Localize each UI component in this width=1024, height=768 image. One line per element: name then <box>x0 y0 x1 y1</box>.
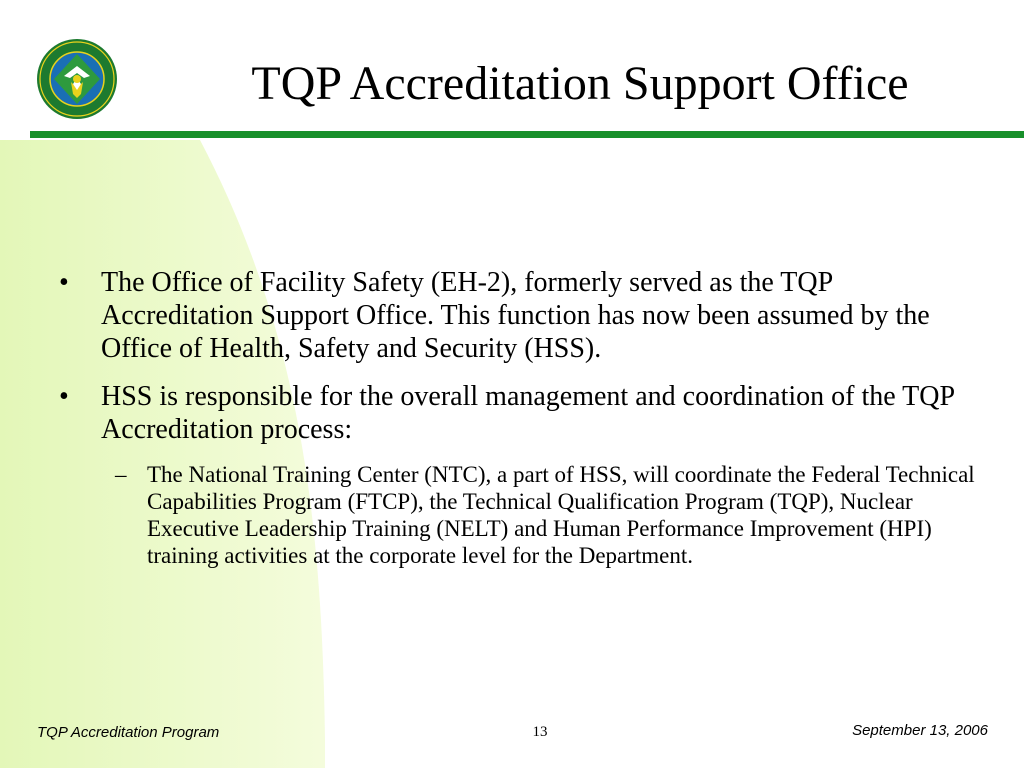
footer-page-number: 13 <box>532 724 548 740</box>
sub-bullet-marker: – <box>115 462 127 487</box>
bullet-item <box>55 266 975 365</box>
doe-seal-logo <box>34 36 120 122</box>
footer-date: September 13, 2006 <box>852 722 988 739</box>
bullet-marker: • <box>59 381 69 412</box>
bullet-text: The Office of Facility Safety (EH-2), formerly served as the TQP Accreditation Support Office. This function has now been assumed by the Office of Health, Safety and Security (HSS). <box>101 267 930 364</box>
slide-title: TQP Accreditation Support Office <box>251 57 909 110</box>
sub-bullet-item <box>55 461 975 569</box>
bullet-marker: • <box>59 267 69 298</box>
slide-content <box>55 266 975 569</box>
sub-bullet-text: The National Training Center (NTC), a part of HSS, will coordinate the Federal Technical Capabilities Program (FTCP), the Technical Qualification Program (TQP), Nuclear Executive Leadership Training (NELT) and Human Performance Improvement (HPI) training activities at the corporate level for the Department. <box>147 462 975 568</box>
footer-program-name: TQP Accreditation Program <box>37 724 220 741</box>
bullet-text: HSS is responsible for the overall management and coordination of the TQP Accreditation process: <box>101 381 955 445</box>
bullet-item <box>55 380 975 446</box>
title-divider <box>30 131 1024 138</box>
